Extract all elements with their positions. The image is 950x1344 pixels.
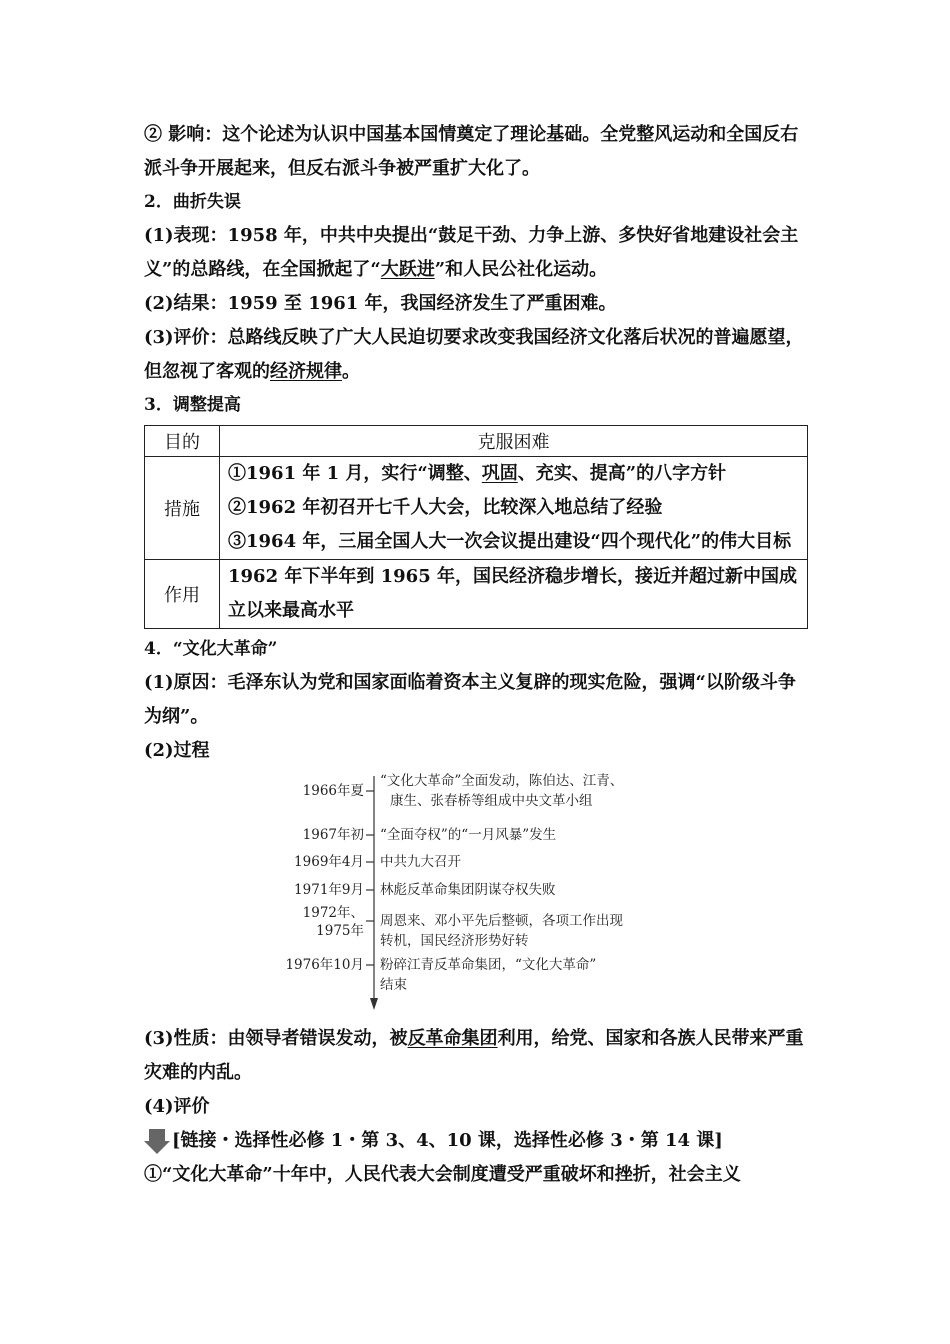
timeline-event-1966-line1: “文化大革命”全面发动，陈伯达、江青、 xyxy=(380,773,624,789)
keyword-great-leap: 大跃进 xyxy=(380,259,435,280)
timeline-date-1969: 1969年4月 xyxy=(294,854,364,870)
table-row xyxy=(145,457,808,560)
timeline-event-1971: 林彪反革命集团阴谋夺权失败 xyxy=(380,882,556,898)
timeline-event-1972-line1: 周恩来、邓小平先后整顿，各项工作出现 xyxy=(380,913,623,929)
adjustment-table xyxy=(144,425,808,629)
keyword-counter-revolutionary: 反革命集团 xyxy=(407,1028,498,1049)
timeline-event-1967: “全面夺权”的“一月风暴”发生 xyxy=(380,827,557,843)
down-arrow-icon xyxy=(144,1127,170,1155)
cross-reference-link xyxy=(144,1124,808,1158)
timeline-date-1975: 1975年 xyxy=(316,923,364,939)
timeline-date-1972: 1972年、 xyxy=(302,905,364,921)
section-2-item-1: (1)表现：1958 年，中共中央提出“鼓足干劲、力争上游、多快好省地建设社会主义”的总路线，在全国掀起了“大跃进”和人民公社化运动。 xyxy=(144,225,799,280)
timeline-event-1972-line2: 转机，国民经济形势好转 xyxy=(380,933,529,949)
section-4-item-3: (3)性质：由领导者错误发动，被反革命集团利用，给党、国家和各族人民带来严重灾难的内乱。 xyxy=(144,1028,804,1083)
section-4-item-4: (4)评价 xyxy=(144,1096,210,1117)
measure-3: ③1964 年，三届全国人大一次会议提出建设“四个现代化”的伟大目标 xyxy=(228,531,792,552)
section-2-heading: 2．曲折失误 xyxy=(144,192,241,212)
table-label-purpose: 目的 xyxy=(145,426,220,457)
table-row xyxy=(145,426,808,457)
timeline-date-1971: 1971年9月 xyxy=(294,882,364,898)
measure-1: ①1961 年 1 月，实行“调整、巩固、充实、提高”的八字方针 xyxy=(228,463,727,484)
timeline-event-1966-line2: 康生、张春桥等组成中央文革小组 xyxy=(390,793,593,809)
timeline-event-1976-line1: 粉碎江青反革命集团，“文化大革命” xyxy=(380,957,597,973)
section-4-item-2: (2)过程 xyxy=(144,740,210,761)
keyword-consolidate: 巩固 xyxy=(481,463,518,484)
keyword-economic-law: 经济规律 xyxy=(270,361,342,382)
table-label-effect: 作用 xyxy=(145,560,220,629)
document-page xyxy=(144,118,808,1192)
section-2-item-2: (2)结果：1959 至 1961 年，我国经济发生了严重困难。 xyxy=(144,293,617,314)
timeline-date-1967: 1967年初 xyxy=(302,827,364,843)
timeline-event-1976-line2: 结束 xyxy=(380,977,407,993)
measure-2: ②1962 年初召开七千人大会，比较深入地总结了经验 xyxy=(228,497,663,518)
section-4-heading: 4．“文化大革命” xyxy=(144,639,278,659)
table-value-effect: 1962 年下半年到 1965 年，国民经济稳步增长，接近并超过新中国成立以来最高水平 xyxy=(220,560,808,629)
section-4-item-1: (1)原因：毛泽东认为党和国家面临着资本主义复辟的现实危险，强调“以阶级斗争为纲”。 xyxy=(144,672,796,727)
table-value-measures xyxy=(220,457,808,560)
section-3-heading: 3．调整提高 xyxy=(144,395,241,415)
cross-reference-text: [链接・选择性必修 1・第 3、4、10 课，选择性必修 3・第 14 课] xyxy=(172,1130,723,1151)
timeline-date-1976: 1976年10月 xyxy=(285,957,364,973)
section-2-item-3: (3)评价：总路线反映了广大人民迫切要求改变我国经济文化落后状况的普遍愿望，但忽视了客观的经济规律。 xyxy=(144,327,804,382)
table-row xyxy=(145,560,808,629)
table-label-measures: 措施 xyxy=(145,457,220,560)
timeline-date-1966: 1966年夏 xyxy=(302,783,364,799)
influence-paragraph: ② 影响：这个论述为认识中国基本国情奠定了理论基础。全党整风运动和全国反右派斗争开展起来，但反右派斗争被严重扩大化了。 xyxy=(144,124,799,179)
cultural-revolution-timeline xyxy=(144,770,808,1016)
evaluation-point-1: ①“文化大革命”十年中，人民代表大会制度遭受严重破坏和挫折，社会主义 xyxy=(144,1164,741,1185)
timeline-event-1969: 中共九大召开 xyxy=(380,854,461,870)
table-value-purpose: 克服困难 xyxy=(220,426,808,457)
